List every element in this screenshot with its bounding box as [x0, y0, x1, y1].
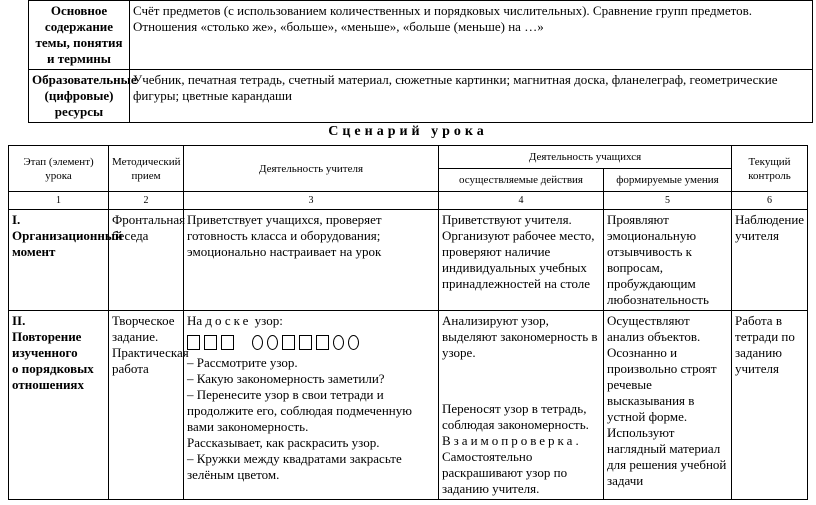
pattern-oval-icon — [333, 335, 344, 350]
resources-label — [29, 70, 137, 123]
actions-text-spaced: Взаимопроверка. — [442, 433, 582, 448]
control-cell: Наблюдение учителя — [732, 210, 808, 311]
pattern-square-icon — [187, 335, 200, 350]
header-row — [9, 146, 808, 169]
pattern-square-icon — [299, 335, 312, 350]
stage-number: I. — [12, 212, 21, 227]
header-control: Текущий контроль — [732, 146, 808, 192]
topic-label — [29, 1, 130, 70]
topic-content: Счёт предметов (с использованием количественных и порядковых числительных). Сравнение групп предметов. Отношения «столько же», «больше», «меньше», «больше (меньше) на …» — [130, 1, 813, 70]
teacher-line: – Кружки между квадратами закрасьте зелёным цветом. — [187, 451, 402, 482]
method-cell: Фронтальная беседа — [109, 210, 184, 311]
resources-label-line: (цифровые) — [44, 88, 114, 103]
actions-cell: Приветствуют учителя. Организуют рабочее место, проверяют наличие индивидуальных учебных принадлежностей на столе — [439, 210, 604, 311]
column-number: 5 — [604, 192, 732, 210]
column-number: 2 — [109, 192, 184, 210]
pattern-oval-icon — [267, 335, 278, 350]
teacher-line: – Рассмотрите узор. — [187, 355, 298, 370]
column-number: 4 — [439, 192, 604, 210]
topic-info-table — [28, 0, 813, 123]
pattern-oval-icon — [252, 335, 263, 350]
stage-cell — [9, 311, 109, 500]
resources-label-line: ресурсы — [54, 104, 104, 119]
pattern-square-icon — [221, 335, 234, 350]
control-cell: Работа в тетради по заданию учителя — [732, 311, 808, 500]
topic-row — [29, 1, 813, 70]
header-students: Деятельность учащихся — [439, 146, 732, 169]
actions-cell — [439, 311, 604, 500]
header-students-actions: осуществляемые действия — [439, 169, 604, 192]
column-number: 1 — [9, 192, 109, 210]
method-cell: Творческое задание. Практическая работа — [109, 311, 184, 500]
actions-text: Анализируют узор, выделяют закономерность в узоре. — [442, 313, 598, 360]
teacher-line: – Перенесите узор в свои тетради и продолжите его, соблюдая подмеченную вами закономерность. — [187, 387, 412, 434]
teacher-line: – Какую закономерность заметили? — [187, 371, 385, 386]
column-number: 3 — [184, 192, 439, 210]
header-method: Методический прием — [109, 146, 184, 192]
stage-title: Организационный момент — [12, 228, 123, 259]
lesson-scenario-table — [8, 145, 808, 500]
teacher-line: Рассказывает, как раскрасить узор. — [187, 435, 380, 450]
column-number: 6 — [732, 192, 808, 210]
header-teacher: Деятельность учителя — [184, 146, 439, 192]
resources-row — [29, 70, 813, 123]
topic-label-line: темы, понятия — [35, 35, 123, 50]
stage-title: Повторение изученного — [12, 329, 82, 360]
teacher-intro: На — [187, 313, 203, 328]
header-stage: Этап (элемент) урока — [9, 146, 109, 192]
teacher-intro-board: доске — [205, 313, 252, 328]
topic-label-line: Основное — [50, 3, 108, 18]
stage-number: II. — [12, 313, 26, 328]
actions-text: Переносят узор в тетрадь, соблюдая закономерность. — [442, 401, 589, 432]
pattern-oval-icon — [348, 335, 359, 350]
skills-cell: Проявляют эмоциональную отзывчивость к вопросам, пробуждающим любознательность — [604, 210, 732, 311]
column-numbers-row — [9, 192, 808, 210]
teacher-cell — [184, 311, 439, 500]
pattern-square-icon — [282, 335, 295, 350]
board-pattern — [187, 333, 435, 349]
table-row — [9, 311, 808, 500]
teacher-cell: Приветствует учащихся, проверяет готовность класса и оборудования; эмоционально настраивает на урок — [184, 210, 439, 311]
scenario-title: Сценарий урока — [328, 124, 488, 139]
teacher-intro: узор: — [254, 313, 283, 328]
topic-label-line: и термины — [47, 51, 111, 66]
pattern-square-icon — [204, 335, 217, 350]
stage-cell — [9, 210, 123, 311]
actions-text: Самостоятельно раскрашивают узор по заданию учителя. — [442, 449, 568, 496]
table-row — [9, 210, 808, 311]
resources-label-line: Образовательные — [32, 72, 137, 87]
pattern-square-icon — [316, 335, 329, 350]
resources-content: Учебник, печатная тетрадь, счетный материал, сюжетные картинки; магнитная доска, фланелеграф, геометрические фигуры; цветные карандаши — [130, 70, 813, 123]
topic-label-line: содержание — [44, 19, 114, 34]
header-students-skills: формируемые умения — [604, 169, 732, 192]
skills-cell: Осуществляют анализ объектов. Осознанно и произвольно строят речевые высказывания в устной форме. Используют наглядный материал для решения учебной задачи — [604, 311, 732, 500]
stage-title: о порядковых отношениях — [12, 361, 94, 392]
